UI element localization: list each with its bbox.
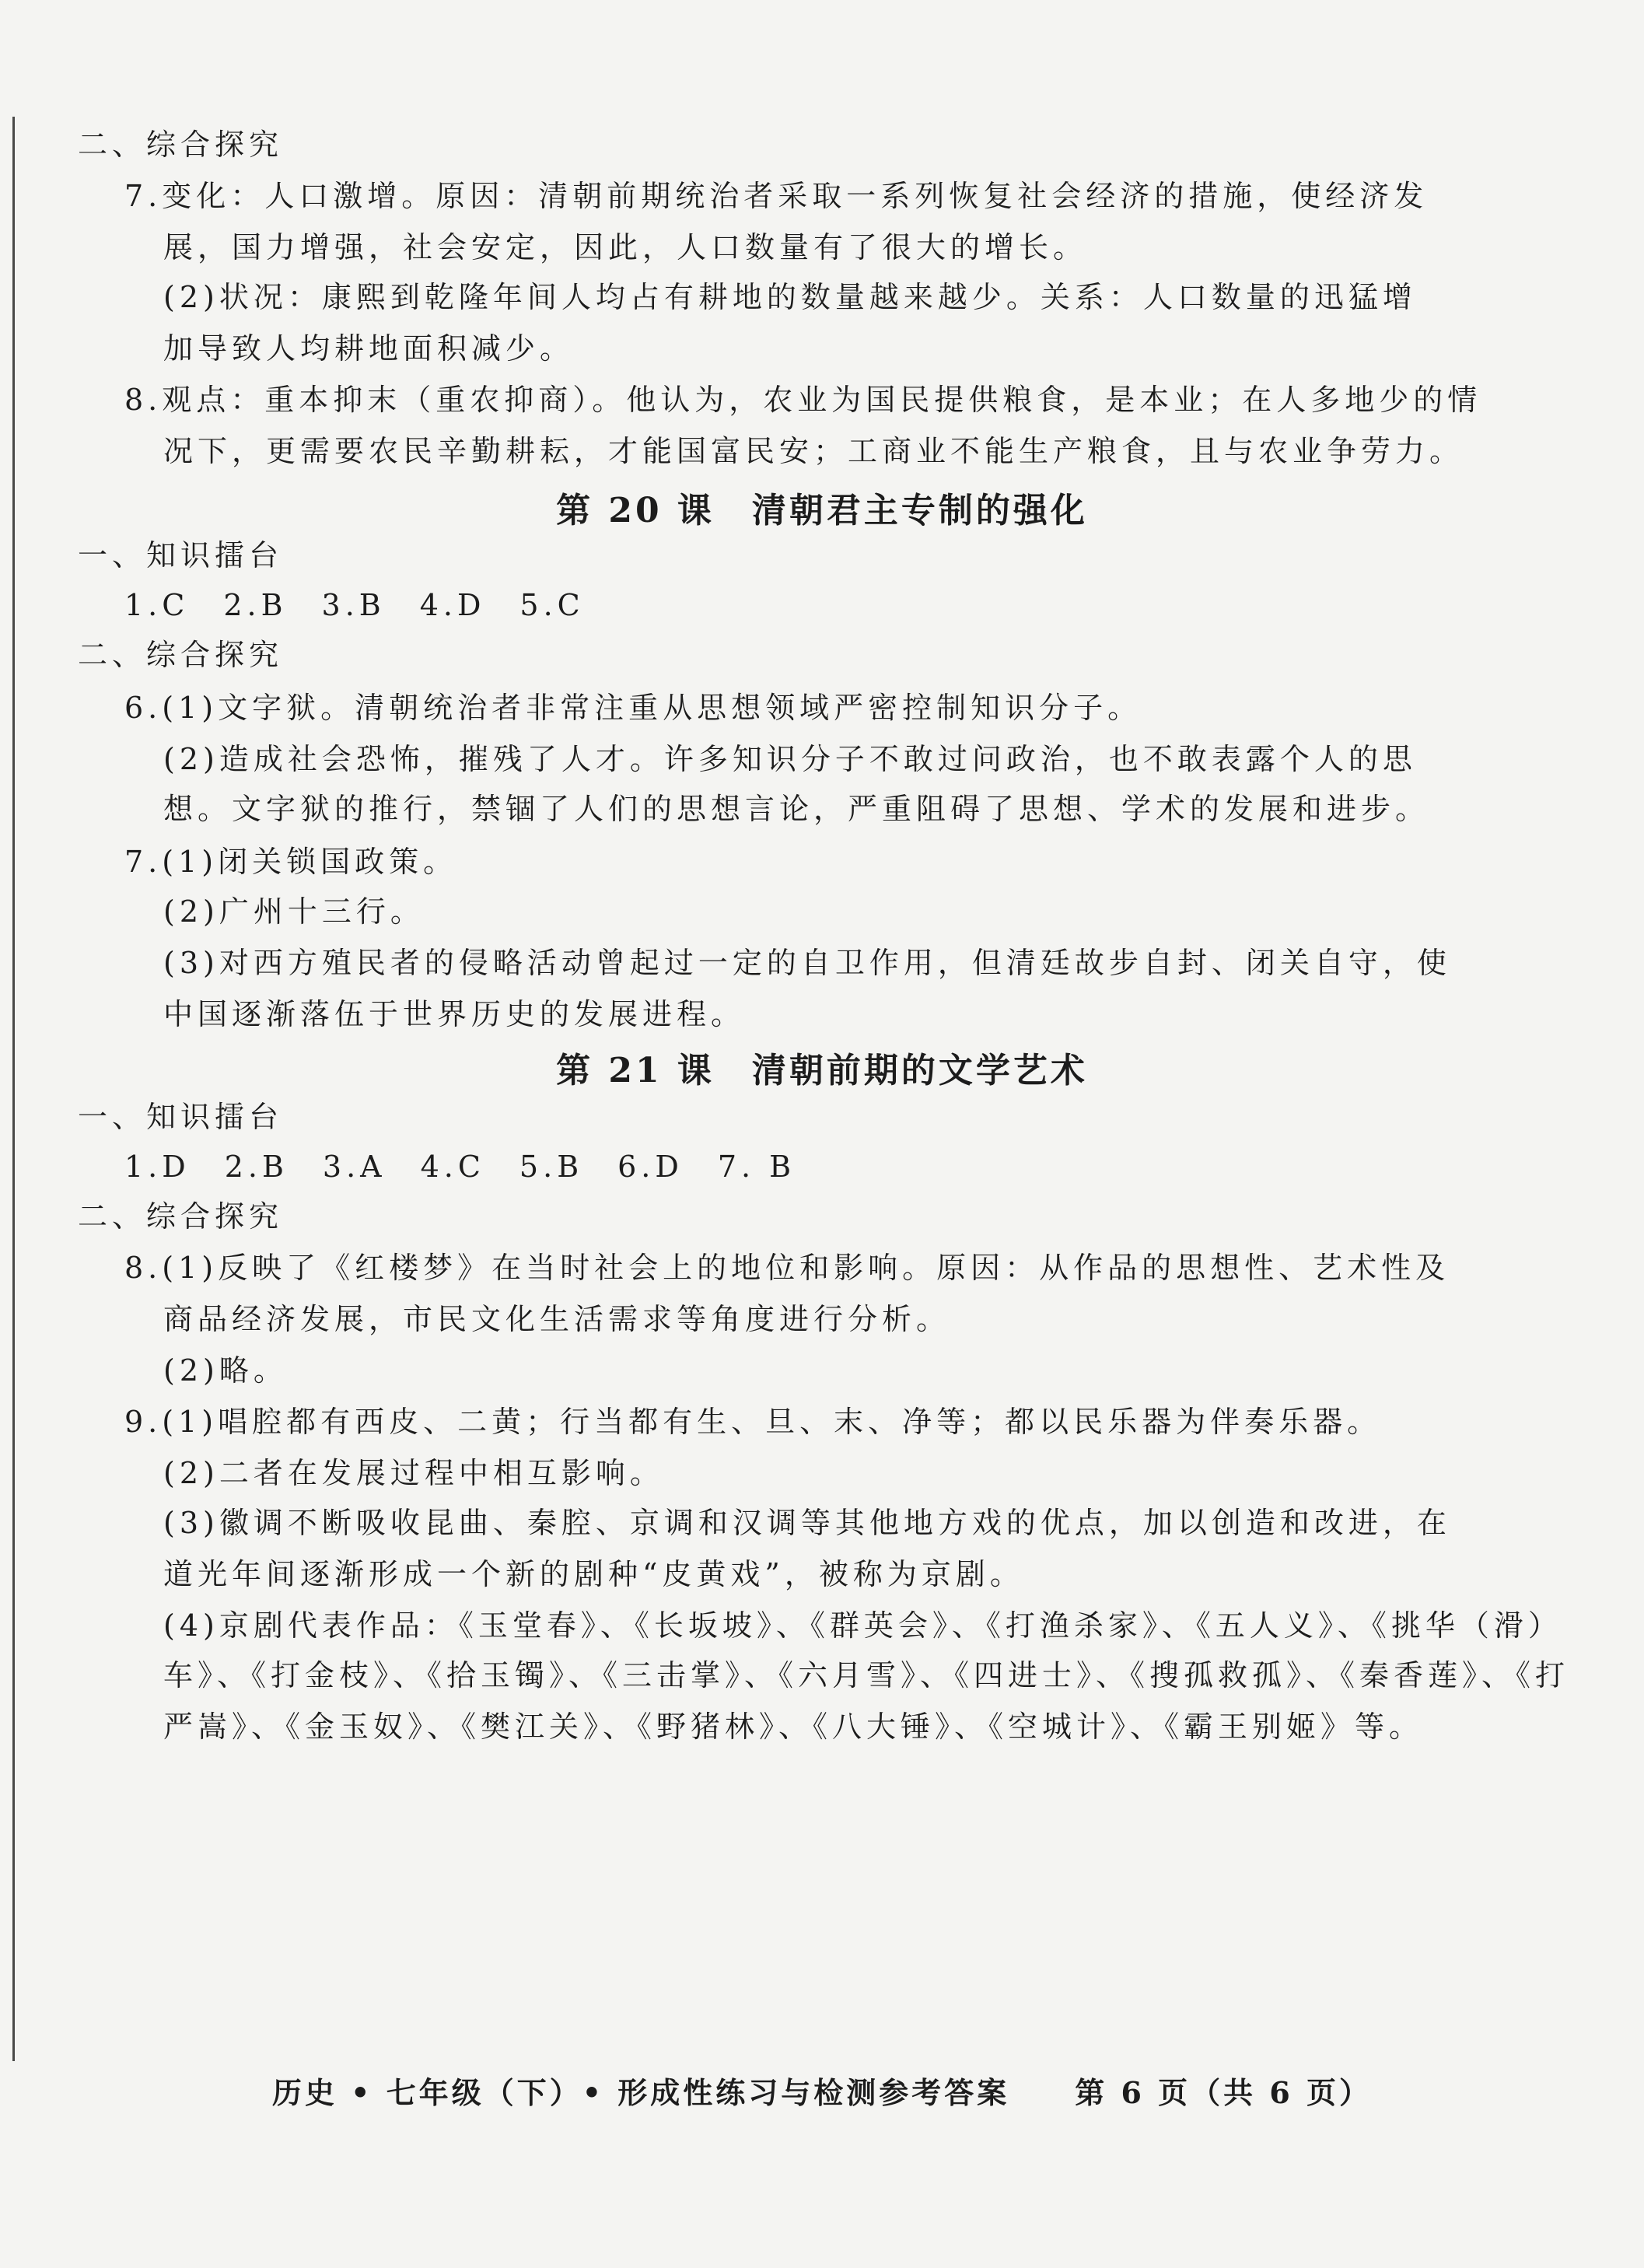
answer-line: (3)徽调不断吸收昆曲、秦腔、京调和汉调等其他地方戏的优点，加以创造和改进，在 <box>163 1506 1451 1540</box>
answer-line: (2)状况：康熙到乾隆年间人均占有耕地的数量越来越少。关系：人口数量的迅猛增 <box>163 280 1417 314</box>
choice-answers: 1.C 2.B 3.B 4.D 5.C <box>124 588 585 622</box>
answer-line: 9.(1)唱腔都有西皮、二黄；行当都有生、旦、末、净等；都以民乐器为伴奏乐器。 <box>124 1405 1382 1439</box>
answer-line: 商品经济发展，市民文化生活需求等角度进行分析。 <box>163 1302 951 1336</box>
section-title: 一、知识擂台 <box>78 1100 284 1134</box>
answer-line: 7.变化：人口激增。原因：清朝前期统治者采取一系列恢复社会经济的措施，使经济发 <box>124 179 1429 213</box>
page-footer: 历史 • 七年级（下）• 形成性练习与检测参考答案 第 6 页（共 6 页） <box>271 2075 1373 2110</box>
answer-line: (2)广州十三行。 <box>163 894 425 929</box>
answer-line: (4)京剧代表作品：《玉堂春》、《长坂坡》、《群英会》、《打渔杀家》、《五人义》、《挑华（滑） <box>163 1608 1562 1643</box>
lesson-21-title: 第 21 课 清朝前期的文学艺术 <box>556 1051 1088 1090</box>
answer-line: 加导致人均耕地面积减少。 <box>163 331 575 366</box>
answer-line: 展，国力增强，社会安定，因此，人口数量有了很大的增长。 <box>163 230 1088 264</box>
answer-line: 7.(1)闭关锁国政策。 <box>124 845 458 879</box>
answer-line: (2)造成社会恐怖，摧残了人才。许多知识分子不敢过问政治，也不敢表露个人的思 <box>163 742 1417 776</box>
answer-line: (2)略。 <box>163 1353 288 1388</box>
choice-answers: 1.D 2.B 3.A 4.C 5.B 6.D 7. B <box>124 1150 796 1184</box>
answer-line: 况下，更需要农民辛勤耕耘，才能国富民安；工商业不能生产粮食，且与农业争劳力。 <box>163 434 1464 468</box>
answer-line: 车》、《打金枝》、《拾玉镯》、《三击掌》、《六月雪》、《四进士》、《搜孤救孤》、《秦香莲》、《打 <box>163 1658 1570 1692</box>
answer-line: 想。文字狱的推行，禁锢了人们的思想言论，严重阻碍了思想、学术的发展和进步。 <box>163 792 1430 826</box>
section-title: 二、综合探究 <box>78 1199 284 1234</box>
answer-line: (3)对西方殖民者的侵略活动曾起过一定的自卫作用，但清廷故步自封、闭关自守，使 <box>163 946 1451 980</box>
section-title: 一、知识擂台 <box>78 538 284 572</box>
answer-line: 严嵩》、《金玉奴》、《樊江关》、《野猪林》、《八大锤》、《空城计》、《霸王别姬》等。 <box>163 1710 1424 1744</box>
answer-line: 道光年间逐渐形成一个新的剧种“皮黄戏”，被称为京剧。 <box>163 1557 1024 1591</box>
answer-line: (2)二者在发展过程中相互影响。 <box>163 1456 664 1490</box>
answer-line: 6.(1)文字狱。清朝统治者非常注重从思想领域严密控制知识分子。 <box>124 691 1142 725</box>
answer-line: 中国逐渐落伍于世界历史的发展进程。 <box>163 997 746 1031</box>
answer-line: 8.观点：重本抑末（重农抑商）。他认为，农业为国民提供粮食，是本业；在人多地少的情 <box>124 383 1482 417</box>
answer-line: 8.(1)反映了《红楼梦》在当时社会上的地位和影响。原因：从作品的思想性、艺术性及 <box>124 1251 1450 1285</box>
section-title: 二、综合探究 <box>78 128 284 162</box>
lesson-20-title: 第 20 课 清朝君主专制的强化 <box>556 491 1088 530</box>
section-title: 二、综合探究 <box>78 638 284 672</box>
